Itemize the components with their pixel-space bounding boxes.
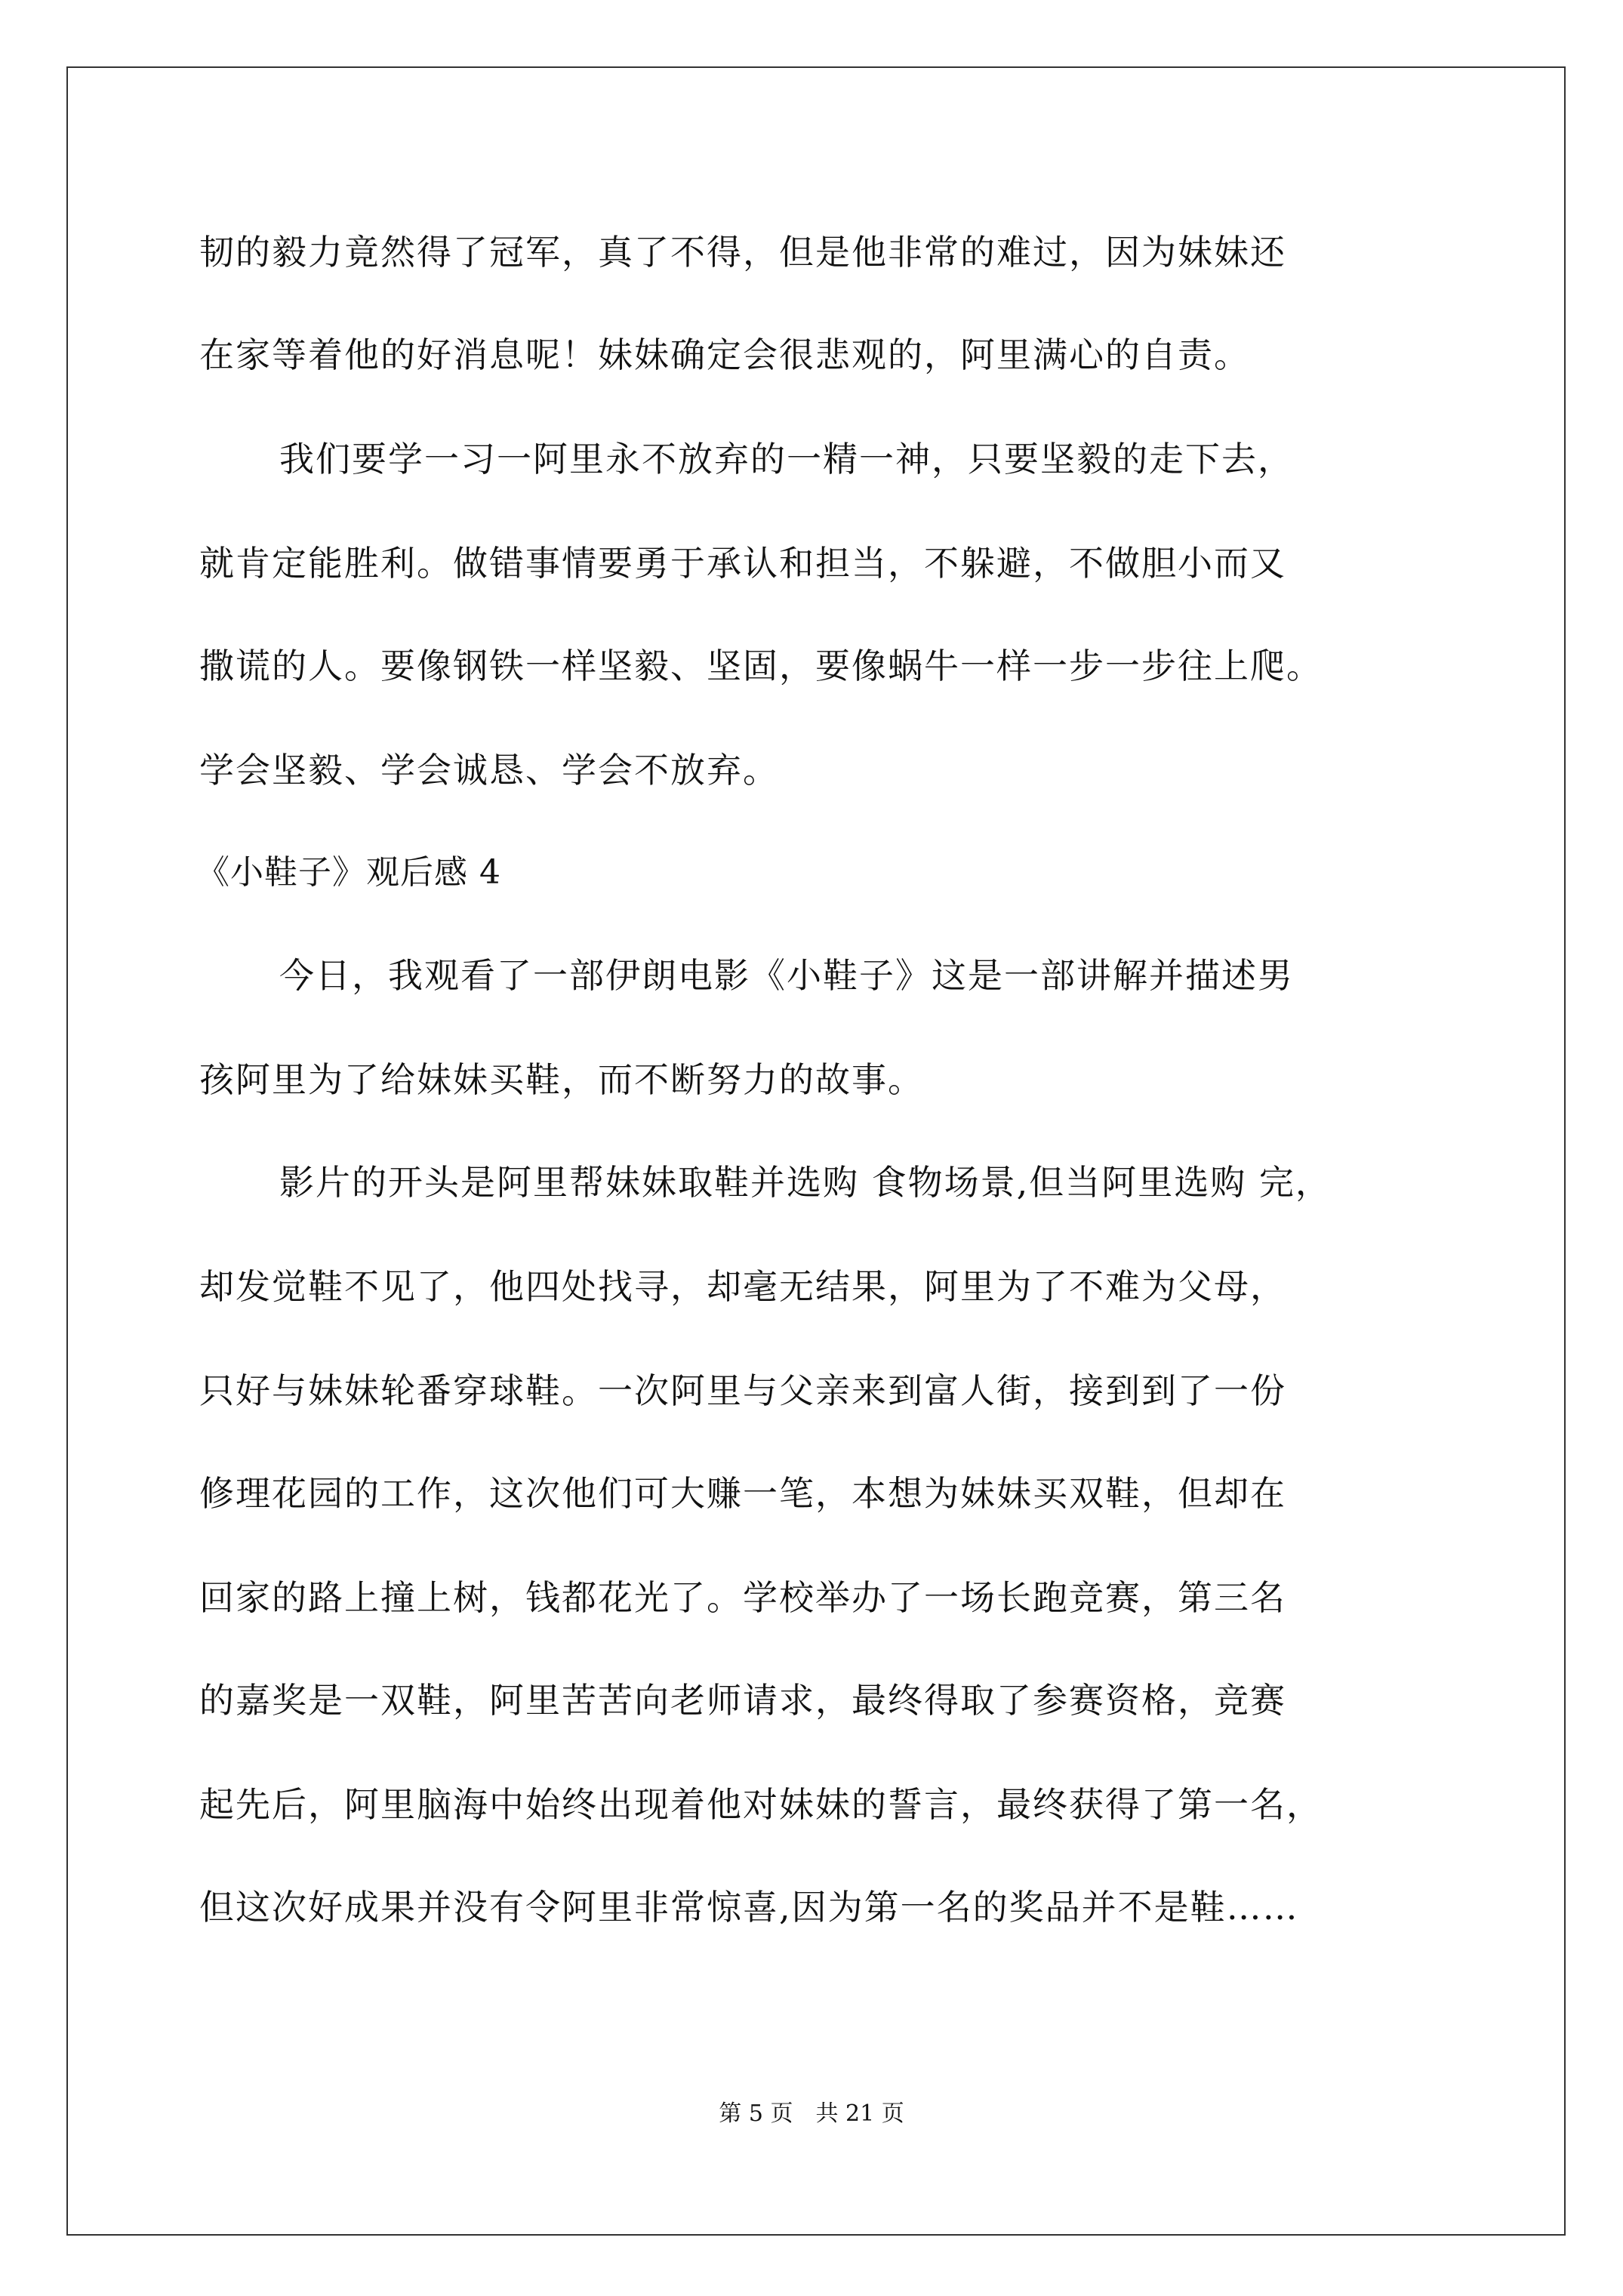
text-line: 的嘉奖是一双鞋，阿里苦苦向老师请求，最终得取了参赛资格，竞赛 [199, 1680, 1286, 1721]
text-line: 韧的毅力竟然得了冠军，真了不得，但是他非常的难过，因为妹妹还 [199, 232, 1286, 273]
text-line: 撒谎的人。要像钢铁一样坚毅、坚固，要像蜗牛一样一步一步往上爬。 [199, 646, 1323, 686]
text-line: 却发觉鞋不见了，他四处找寻，却毫无结果，阿里为了不难为父母， [199, 1266, 1286, 1307]
section-heading: 《小鞋子》观后感 4 [196, 853, 501, 892]
paragraph-start: 影片的开头是阿里帮妹妹取鞋并选购 食物场景,但当阿里选购 完， [279, 1162, 1332, 1203]
text-line: 回家的路上撞上树，钱都花光了。学校举办了一场长跑竞赛，第三名 [199, 1577, 1286, 1618]
text-line: 起先后，阿里脑海中始终出现着他对妹妹的誓言，最终获得了第一名， [199, 1784, 1323, 1825]
paragraph-start: 我们要学一习一阿里永不放弃的一精一神，只要坚毅的走下去， [279, 439, 1294, 479]
page-number-footer: 第 5 页 共 21 页 [719, 2100, 904, 2127]
text-line: 但这次好成果并没有令阿里非常惊喜,因为第一名的奖品并不是鞋…… [199, 1887, 1299, 1928]
text-line: 只好与妹妹轮番穿球鞋。一次阿里与父亲来到富人街，接到到了一份 [199, 1370, 1286, 1411]
text-line: 在家等着他的好消息呢！妹妹确定会很悲观的，阿里满心的自责。 [199, 334, 1250, 375]
text-line: 孩阿里为了给妹妹买鞋，而不断努力的故事。 [199, 1059, 924, 1100]
text-line: 学会坚毅、学会诚恳、学会不放弃。 [199, 750, 779, 791]
text-line: 修理花园的工作，这次他们可大赚一笔，本想为妹妹买双鞋，但却在 [199, 1473, 1286, 1514]
paragraph-start: 今日，我观看了一部伊朗电影《小鞋子》这是一部讲解并描述男 [279, 955, 1294, 996]
text-line: 就肯定能胜利。做错事情要勇于承认和担当，不躲避，不做胆小而又 [199, 543, 1286, 584]
